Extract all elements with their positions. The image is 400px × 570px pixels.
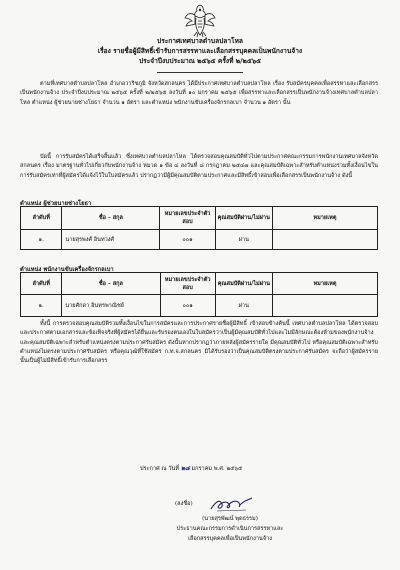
- row-order: ๑.: [21, 295, 62, 317]
- fiscal-year-line: ประจำปีงบประมาณ ๒๕๖๕ ครั้งที่ ๒/๒๕๖๕: [138, 57, 262, 65]
- row-name: นายศักดา อินทรพาณิชย์: [62, 295, 160, 317]
- signed-label: (ลงชื่อ): [175, 501, 193, 507]
- table-row: [21, 230, 378, 250]
- col-order: ลำดับที่: [21, 273, 62, 295]
- position-label-2: ตำแหน่ง พนักงานขับเครื่องจักรกลเบา: [20, 267, 114, 273]
- row-name: นายสุรพงศ์ อินทวงศ์: [62, 230, 160, 250]
- intro-paragraph: ตามที่เทศบาลตำบลปลาโหล อำเภอวาริชภูมิ จังหวัดสกลนคร ได้มีประกาศเทศบาลตำบลปลาโหล เรื่อง รับสมัครบุคคลเพื่อสรรหาและเลือกสรรเป็นพนักงานจ้าง ประจำปีงบประมาณ ๒๕๖๕ ครั้งที่ ๒/๒๕๖๕ ลงวันที่ ๑๐ มกราคม ๒๕๖๕ เพื่อสรรหาและเลือกสรรเป็นพนักงานจ้างเทศบาลตำบลปลาโหล ตำแหน่ง ผู้ช่วยนายช่างโยธา จำนวน ๑ อัตรา และตำแหน่ง พนักงานขับเครื่องจักรกลเบา จำนวน ๑ อัตรา นั้น: [20, 81, 378, 106]
- col-qualification: คุณสมบัติผ่าน/ไม่ผ่าน: [215, 273, 272, 295]
- garuda-emblem-icon: [183, 2, 217, 38]
- signer-position-line-1: ประธานคณะกรรมการดำเนินการสรรหาและ: [176, 526, 284, 532]
- row-remark: [272, 230, 377, 250]
- col-qualification: คุณสมบัติผ่าน/ไม่ผ่าน: [215, 207, 272, 230]
- signer-name: (นายสุรพัฒน์ พุดธรรม): [202, 516, 258, 522]
- col-remark: หมายเหตุ: [272, 273, 377, 295]
- header-divider: [157, 72, 243, 73]
- announce-day: ๒๘: [180, 465, 190, 472]
- applicants-table-1: [20, 206, 378, 250]
- row-order: ๑.: [21, 230, 62, 250]
- row-remark: [272, 295, 377, 317]
- col-name: ชื่อ – สกุล: [62, 207, 160, 230]
- eligibility-paragraph: บัดนี้ การรับสมัครได้เสร็จสิ้นแล้ว ซึ่งเทศบาลตำบลปลาโหล ได้ตรวจสอบคุณสมบัติทั่วไปตามประกาศคณะกรรมการพนักงานเทศบาลจังหวัดสกลนคร เรื่อง มาตรฐานทั่วไปเกี่ยวกับพนักงานจ้าง หมวด ๑ ข้อ ๔ ลงวันที่ ๘ กรกฎาคม ๒๕๔๗ และคุณสมบัติเฉพาะสำหรับตำแหน่งรวมทั้งเงื่อนไขในการรับสมัครเท่าที่ผู้สมัครได้แจ้งไว้ในใบสมัครแล้ว ปรากฏว่ามีผู้มีคุณสมบัติตามประกาศและมีสิทธิ์เข้าสอบเพื่อเลือกสรรเป็นพนักงานจ้าง ดังนี้: [20, 154, 378, 179]
- announce-prefix: ประกาศ ณ วันที่: [140, 466, 180, 472]
- issuer-title: ประกาศเทศบาลตำบลปลาโหล: [157, 37, 243, 45]
- announce-date: [140, 463, 242, 473]
- col-remark: หมายเหตุ: [272, 207, 377, 230]
- col-exam-id: หมายเลขประจำตัวสอบ: [160, 273, 215, 295]
- col-order: ลำดับที่: [21, 207, 62, 230]
- handwritten-signature: [208, 495, 254, 515]
- row-exam-id: ๐๐๑: [160, 230, 215, 250]
- row-exam-id: ๐๐๑: [160, 295, 215, 317]
- position-label-1: ตำแหน่ง ผู้ช่วยนายช่างโยธา: [20, 201, 92, 207]
- table-row: [21, 295, 378, 317]
- row-qualification: ผ่าน: [215, 230, 272, 250]
- col-name: ชื่อ – สกุล: [62, 273, 160, 295]
- announce-month-year: มกราคม พ.ศ. ๒๕๖๕: [191, 466, 243, 472]
- verification-paragraph: ทั้งนี้ การตรวจสอบคุณสมบัติรวมทั้งเงื่อนไขในการสมัครและการประกาศรายชื่อผู้มีสิทธิ์ เข้าสอบข้างต้นนี้ เทศบาลตำบลปลาโหล ได้ตรวจสอบและประกาศตามเอกสารและข้อเท็จจริงที่ผู้สมัครได้ยื่นและรับรองตนเองในใบสมัครว่าเป็นผู้มีคุณสมบัติทั่วไปและไม่มีลักษณะต้องห้ามของพนักงานจ้างและคุณสมบัติเฉพาะสำหรับตำแหน่งตรงตามประกาศรับสมัคร ดังนั้นหากปรากฏว่าภายหลังผู้สมัครรายใด มีคุณสมบัติทั่วไป หรือคุณสมบัติเฉพาะสำหรับตำแหน่งไม่ตรงตามประกาศรับสมัคร หรือคุณวุฒิที่ใช้สมัคร ก.ท.จ.สกลนคร มิได้รับรองว่าเป็นคุณสมบัติตรงตามประกาศรับสมัคร จะถือว่าผู้สมัครรายนั้นเป็นผู้ไม่มีสิทธิ์เข้ารับการเลือกสรร: [20, 321, 378, 365]
- signer-position-line-2: เลือกสรรบุคคลเพื่อเป็นพนักงานจ้าง: [188, 536, 272, 542]
- row-qualification: ผ่าน: [215, 295, 272, 317]
- applicants-table-2: [20, 272, 378, 317]
- announcement-subject: เรื่อง รายชื่อผู้มีสิทธิ์เข้ารับการสรรหาและเลือกสรรบุคคลเป็นพนักงานจ้าง: [97, 47, 303, 55]
- col-exam-id: หมายเลขประจำตัวสอบ: [160, 207, 215, 230]
